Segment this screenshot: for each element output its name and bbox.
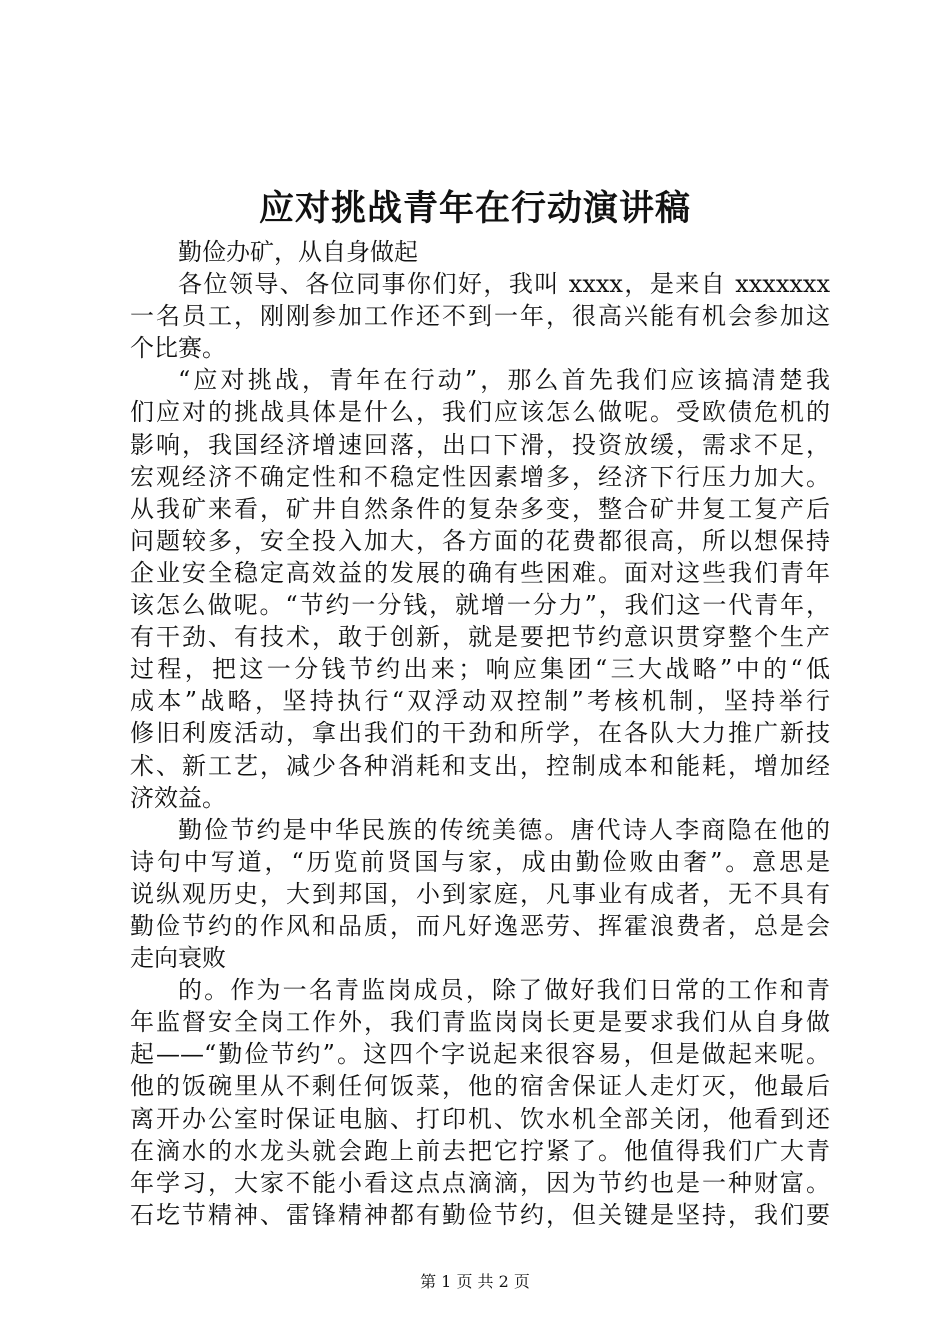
body-line: 勤俭办矿，从自身做起 xyxy=(178,238,418,266)
body-line: 们应对的挑战具体是什么，我们应该怎么做呢。受欧债危机的 xyxy=(130,398,830,427)
body-line: 该怎么做呢。“节约一分钱，就增一分力”，我们这一代青年， xyxy=(130,591,830,620)
body-line: 企业安全稳定高效益的发展的确有些困难。面对这些我们青年 xyxy=(130,558,830,587)
body-line: 有干劲、有技术，敢于创新，就是要把节约意识贯穿整个生产 xyxy=(130,623,830,652)
body-line: 年学习，大家不能小看这点点滴滴，因为节约也是一种财富。 xyxy=(130,1168,830,1197)
body-line: 走向衰败 xyxy=(130,944,226,973)
body-line: 影响，我国经济增速回落，出口下滑，投资放缓，需求不足， xyxy=(130,430,830,459)
body-line: 离开办公室时保证电脑、打印机、饮水机全部关闭，他看到还 xyxy=(130,1104,830,1133)
body-line: 修旧利废活动，拿出我们的干劲和所学，在各队大力推广新技 xyxy=(130,719,830,748)
body-line: 他的饭碗里从不剩任何饭菜，他的宿舍保证人走灯灭，他最后 xyxy=(130,1072,830,1101)
body-line: 过程，把这一分钱节约出来；响应集团“三大战略”中的“低 xyxy=(130,655,830,684)
body-line: 在滴水的水龙头就会跑上前去把它拧紧了。他值得我们广大青 xyxy=(130,1136,830,1165)
body-line: 年监督安全岗工作外，我们青监岗岗长更是要求我们从自身做 xyxy=(130,1008,830,1037)
body-line: 石圪节精神、雷锋精神都有勤俭节约，但关键是坚持，我们要 xyxy=(130,1200,830,1229)
body-line: 成本”战略，坚持执行“双浮动双控制”考核机制，坚持举行 xyxy=(130,687,830,716)
body-line: 勤俭节约是中华民族的传统美德。唐代诗人李商隐在他的 xyxy=(178,815,830,844)
document-title: 应对挑战青年在行动演讲稿 xyxy=(258,188,691,229)
body-line: 说纵观历史，大到邦国，小到家庭，凡事业有成者，无不具有 xyxy=(130,879,830,908)
document-body xyxy=(130,236,830,1231)
body-line: 个比赛。 xyxy=(130,334,226,363)
body-line: 勤俭节约的作风和品质，而凡好逸恶劳、挥霍浪费者，总是会 xyxy=(130,911,830,940)
body-line: 济效益。 xyxy=(130,783,226,812)
body-line: 从我矿来看，矿井自然条件的复杂多变，整合矿井复工复产后 xyxy=(130,494,830,523)
body-line: 的。作为一名青监岗成员，除了做好我们日常的工作和青 xyxy=(178,976,830,1005)
body-line: “应对挑战，青年在行动”，那么首先我们应该搞清楚我 xyxy=(178,366,830,395)
body-line: 各位领导、各位同事你们好，我叫 xxxx，是来自 xxxxxxx xyxy=(178,270,830,299)
page-footer: 第 1 页 共 2 页 xyxy=(420,1272,530,1291)
body-line: 一名员工，刚刚参加工作还不到一年，很高兴能有机会参加这 xyxy=(130,302,830,331)
body-line: 问题较多，安全投入加大，各方面的花费都很高，所以想保持 xyxy=(130,526,830,555)
body-line: 宏观经济不确定性和不稳定性因素增多，经济下行压力加大。 xyxy=(130,462,830,491)
body-line: 起——“勤俭节约”。这四个字说起来很容易，但是做起来呢。 xyxy=(130,1040,830,1069)
body-line: 术、新工艺，减少各种消耗和支出，控制成本和能耗，增加经 xyxy=(130,751,830,780)
body-line: 诗句中写道，“历览前贤国与家，成由勤俭败由奢”。意思是 xyxy=(130,847,830,876)
